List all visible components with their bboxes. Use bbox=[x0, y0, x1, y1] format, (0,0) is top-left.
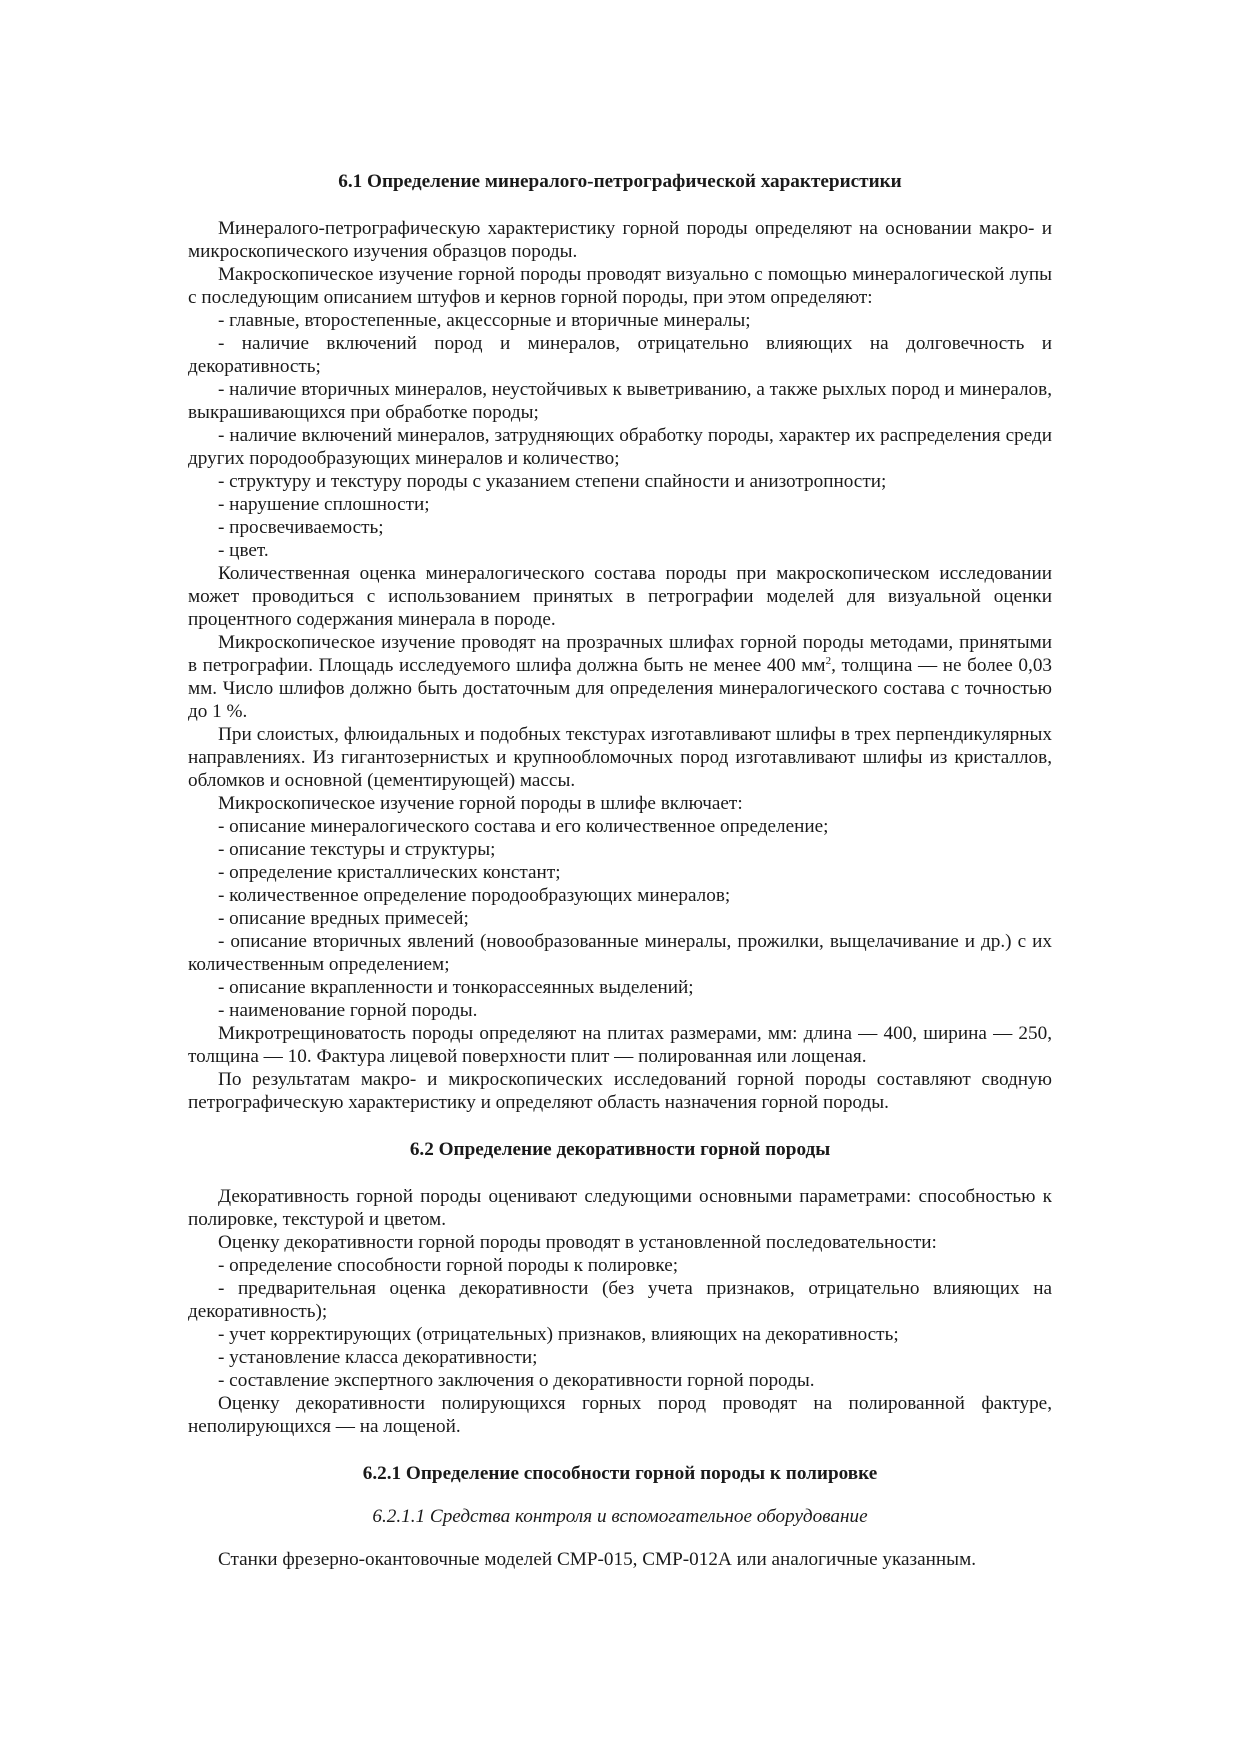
superscript: 2 bbox=[825, 655, 832, 667]
list-item: - количественное определение породообразующих минералов; bbox=[218, 885, 731, 906]
list-item: - описание вредных примесей; bbox=[218, 908, 469, 929]
list-item: - наличие вторичных минералов, неустойчивых к выветриванию, а также рыхлых пород и минералов, выкрашивающихся при обработке породы; bbox=[188, 379, 1052, 423]
text-run: , толщина — не более 0,03 мм. Число шлифов должно быть достаточным для определения минералогического состава с точностью до 1 %. bbox=[188, 655, 1053, 722]
paragraph: При слоистых, флюидальных и подобных текстурах изготавливают шлифы в трех перпендикулярных направлениях. Из гигантозернистых и крупнообломочных пород изготавливают шлифы из кристаллов, обломков и основной (цементирующей) массы. bbox=[188, 724, 1052, 791]
list-item: - цвет. bbox=[218, 540, 269, 561]
list-item: - определение кристаллических констант; bbox=[218, 862, 561, 883]
paragraph: По результатам макро- и микроскопических исследований горной породы составляют сводную петрографическую характеристику и определяют область назначения горной породы. bbox=[188, 1069, 1052, 1113]
text-run: Микроскопическое изучение проводят на прозрачных шлифах горной породы методами, принятыми в петрографии. Площадь исследуемого шлифа должна быть не менее 400 мм bbox=[188, 632, 1052, 676]
list-item: - установление класса декоративности; bbox=[218, 1347, 538, 1368]
list-item: - наименование горной породы. bbox=[218, 1000, 478, 1021]
paragraph: Макроскопическое изучение горной породы проводят визуально с помощью минералогической лупы с последующим описанием штуфов и кернов горной породы, при этом определяют: bbox=[188, 264, 1052, 308]
paragraph: Оценку декоративности горной породы проводят в установленной последовательности: bbox=[218, 1232, 937, 1253]
list-item: - составление экспертного заключения о декоративности горной породы. bbox=[218, 1370, 815, 1391]
paragraph: Станки фрезерно-окантовочные моделей СМР-015, СМР-012А или аналогичные указанным. bbox=[218, 1549, 977, 1570]
list-item: - предварительная оценка декоративности (без учета признаков, отрицательно влияющих на декоративность); bbox=[188, 1278, 1052, 1322]
section-6-2-1-1-heading: 6.2.1.1 Средства контроля и вспомогательное оборудование bbox=[372, 1506, 868, 1527]
list-item: - структуру и текстуру породы с указанием степени спайности и анизотропности; bbox=[218, 471, 887, 492]
list-item: - описание вкрапленности и тонкорассеянных выделений; bbox=[218, 977, 694, 998]
section-6-2-1-heading: 6.2.1 Определение способности горной породы к полировке bbox=[362, 1463, 878, 1484]
list-item: - определение способности горной породы к полировке; bbox=[218, 1255, 679, 1276]
list-item: - просвечиваемость; bbox=[218, 517, 384, 538]
list-item: - нарушение сплошности; bbox=[218, 494, 430, 515]
list-item: - наличие включений пород и минералов, отрицательно влияющих на долговечность и декоративность; bbox=[188, 333, 1052, 377]
section-6-2-heading: 6.2 Определение декоративности горной породы bbox=[409, 1139, 831, 1160]
section-6-1-heading: 6.1 Определение минералого-петрографической характеристики bbox=[338, 171, 902, 192]
list-item: - описание вторичных явлений (новообразованные минералы, прожилки, выщелачивание и др.) с их количественным определением; bbox=[188, 931, 1052, 975]
list-item: - наличие включений минералов, затрудняющих обработку породы, характер их распределения среди других породообразующих минералов и количество; bbox=[188, 425, 1052, 469]
paragraph: Оценку декоративности полирующихся горных пород проводят на полированной фактуре, неполирующихся — на лощеной. bbox=[188, 1393, 1052, 1437]
list-item: - описание минералогического состава и его количественное определение; bbox=[218, 816, 829, 837]
list-item: - учет корректирующих (отрицательных) признаков, влияющих на декоративность; bbox=[218, 1324, 899, 1345]
paragraph: Микротрещиноватость породы определяют на плитах размерами, мм: длина — 400, ширина — 250, толщина — 10. Фактура лицевой поверхности плит — полированная или лощеная. bbox=[188, 1023, 1052, 1067]
paragraph bbox=[188, 631, 1052, 723]
paragraph: Количественная оценка минералогического состава породы при макроскопическом исследовании может проводиться с использованием принятых в петрографии моделей для визуальной оценки процентного содержания минерала в породе. bbox=[188, 563, 1052, 630]
paragraph: Минералого-петрографическую характеристику горной породы определяют на основании макро- и микроскопического изучения образцов породы. bbox=[188, 218, 1052, 262]
list-item: - описание текстуры и структуры; bbox=[218, 839, 496, 860]
document-page bbox=[188, 170, 1052, 1571]
paragraph: Декоративность горной породы оценивают следующими основными параметрами: способностью к полировке, текстурой и цветом. bbox=[188, 1186, 1052, 1230]
paragraph: Микроскопическое изучение горной породы в шлифе включает: bbox=[218, 793, 743, 814]
list-item: - главные, второстепенные, акцессорные и вторичные минералы; bbox=[218, 310, 751, 331]
